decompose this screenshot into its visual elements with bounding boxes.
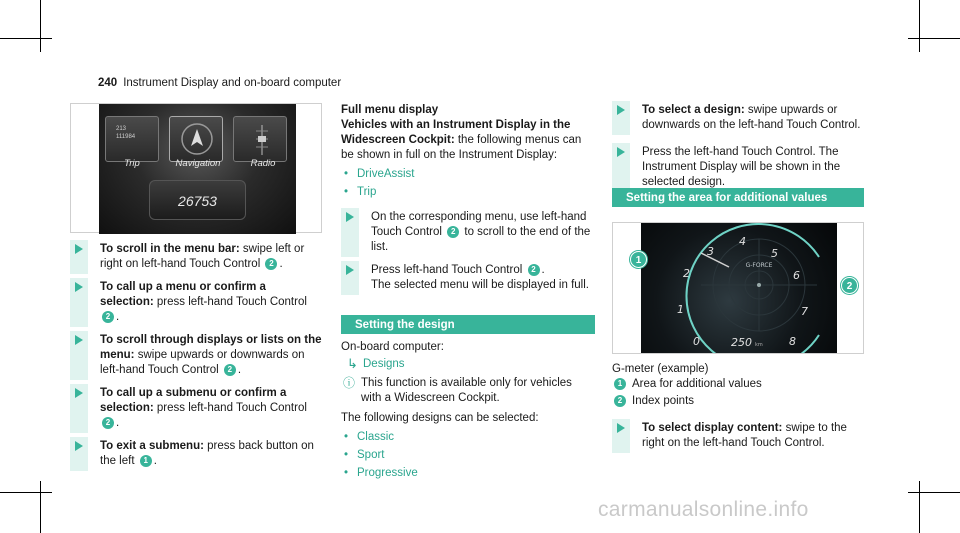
odometer-value: 26753: [149, 180, 246, 220]
ref-badge: 1: [140, 455, 152, 467]
menu-list-item: • DriveAssist: [341, 167, 595, 182]
column-3-lower: [612, 362, 864, 459]
ref-badge: 2: [224, 364, 236, 376]
step-select-design: To select a design: swipe upwards or downwards on the left-hand Touch Control.: [612, 103, 864, 133]
step-arrow-icon: [617, 105, 625, 115]
page-title: Instrument Display and on-board computer: [123, 77, 342, 89]
full-menu-heading: Full menu display: [341, 104, 439, 116]
availability-note: ⓘ This function is available only for vehicles with a Widescreen Cockpit.: [343, 376, 572, 404]
callout-1: 1: [630, 251, 647, 268]
gauge-tick-5: 5: [771, 247, 778, 260]
callout-2: 2: [841, 277, 858, 294]
crop-mark: [0, 492, 52, 493]
speed-value: 250: [731, 336, 752, 349]
step-arrow-icon: [75, 282, 83, 292]
column-2: [341, 103, 595, 487]
g-meter-screen: [641, 223, 837, 353]
speed-unit: km: [755, 342, 763, 348]
crop-mark: [0, 38, 52, 39]
info-icon: ⓘ: [343, 376, 356, 390]
crop-mark: [919, 0, 920, 52]
ref-badge: 2: [265, 258, 277, 270]
gauge-tick-3: 3: [707, 245, 714, 258]
trip-value-1: 213: [116, 126, 127, 132]
step-scroll-displays: To scroll through displays or lists on the menu: swipe upwards or downwards on left-hand Touch Control 2 .: [70, 333, 322, 378]
trip-value-2: 111984: [116, 134, 136, 140]
g-meter-figure: [612, 222, 864, 354]
step-call-up-submenu: To call up a submenu or confirm a selection: press left-hand Touch Control 2 .: [70, 386, 322, 431]
designs-link[interactable]: ↳ Designs: [341, 357, 595, 372]
step-arrow-icon: [617, 147, 625, 157]
legend-badge: 2: [614, 395, 626, 407]
design-list-item: • Progressive: [341, 466, 595, 481]
trip-label: Trip: [124, 158, 140, 169]
section-additional-values: Setting the area for additional values: [612, 188, 864, 207]
menu-list: [341, 167, 595, 200]
menu-list-item: • Trip: [341, 185, 595, 200]
legend-item: 2 Index points: [612, 394, 864, 409]
step-call-up-menu: To call up a menu or confirm a selection: press left-hand Touch Control 2 .: [70, 280, 322, 325]
step-arrow-icon: [75, 441, 83, 451]
navigation-label: Navigation: [175, 158, 221, 169]
crop-mark: [40, 0, 41, 52]
design-list-item: • Sport: [341, 448, 595, 463]
step-scroll-to-end: On the corresponding menu, use left-hand Touch Control 2 to scroll to the end of the list.: [341, 210, 595, 255]
gauge-tick-7: 7: [801, 305, 808, 318]
gauge-tick-8: 8: [789, 335, 796, 348]
step-press-left-control: Press the left-hand Touch Control. The Instrument Display will be shown in the selected design.: [612, 145, 864, 190]
crop-mark: [919, 481, 920, 533]
crop-mark: [40, 481, 41, 533]
page-number: 240: [98, 77, 118, 89]
full-menu-description: Vehicles with an Instrument Display in the Widescreen Cockpit: the following menus can be shown in full on the Instrument Display:: [341, 119, 582, 161]
step-arrow-icon: [346, 212, 354, 222]
legend-badge: 1: [614, 378, 626, 390]
crop-mark: [908, 492, 960, 493]
gauge-tick-4: 4: [739, 235, 746, 248]
column-1: [70, 242, 322, 477]
design-list: [341, 430, 595, 481]
gauge-tick-6: 6: [793, 269, 800, 282]
radio-label: Radio: [250, 158, 276, 169]
menu-bar-screen: [99, 104, 296, 234]
ref-badge: 2: [102, 417, 114, 429]
designs-intro: The following designs can be selected:: [341, 412, 539, 424]
page-header: [98, 76, 341, 91]
ref-badge: 2: [102, 311, 114, 323]
step-arrow-icon: [617, 423, 625, 433]
step-arrow-icon: [75, 388, 83, 398]
step-arrow-icon: [75, 244, 83, 254]
watermark: carmanualsonline.info: [598, 498, 809, 521]
crop-mark: [908, 38, 960, 39]
step-arrow-icon: [346, 265, 354, 275]
ref-badge: 2: [447, 226, 459, 238]
design-list-item: • Classic: [341, 430, 595, 445]
ref-badge: 2: [528, 264, 540, 276]
column-3: [612, 103, 864, 198]
step-scroll-menu-bar: To scroll in the menu bar: swipe left or right on left-hand Touch Control 2 .: [70, 242, 322, 272]
step-press-control: Press left-hand Touch Control 2 . The selected menu will be displayed in full.: [341, 263, 595, 293]
step-select-display-content: To select display content: swipe to the right on the left-hand Touch Control.: [612, 421, 864, 451]
gauge-tick-1: 1: [677, 303, 684, 316]
figure-caption: G-meter (example): [612, 363, 709, 375]
gauge-tick-2: 2: [683, 267, 690, 280]
g-force-label: G-FORCE: [745, 262, 773, 269]
gauge-tick-0: 0: [693, 335, 700, 348]
g-meter-gauge: [641, 223, 837, 353]
menu-bar-figure: [70, 103, 322, 233]
step-exit-submenu: To exit a submenu: press back button on the left 1 .: [70, 439, 322, 469]
section-setting-design: Setting the design: [341, 315, 595, 334]
legend-item: 1 Area for additional values: [612, 377, 864, 392]
menu-path-label: On-board computer:: [341, 341, 444, 353]
step-arrow-icon: [75, 335, 83, 345]
